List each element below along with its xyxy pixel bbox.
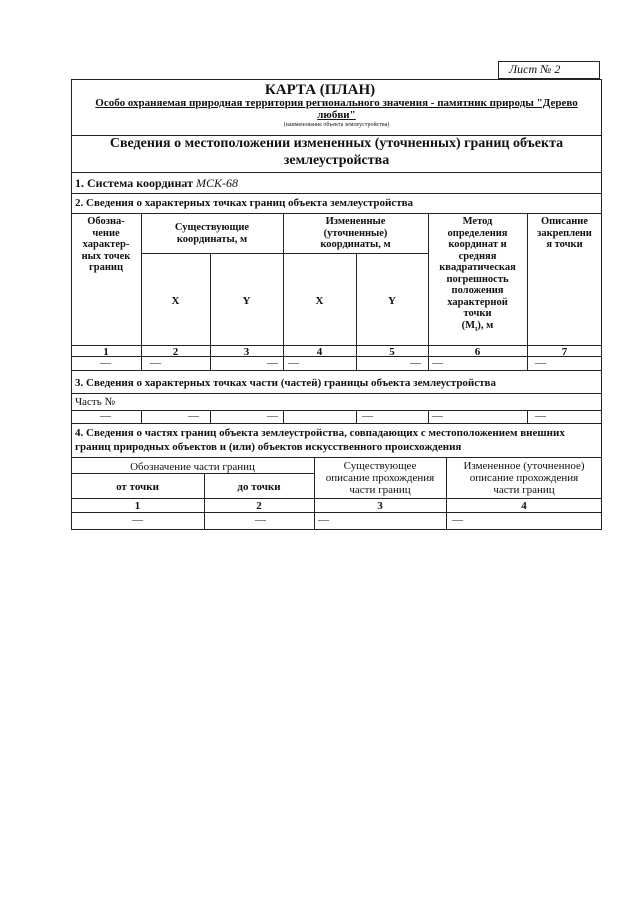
rule-section-title-bottom	[71, 172, 602, 173]
col-changed-description: Измененное (уточненное) описание прохождения части границ	[463, 460, 585, 497]
col-existing-description: Существующее описание прохождения части границ	[325, 460, 435, 497]
map-title: КАРТА (ПЛАН)	[264, 82, 376, 98]
table4-empty-cell: —	[452, 514, 463, 526]
rule-table2-row-bottom	[71, 370, 602, 371]
table2-empty-cell: —	[100, 357, 111, 369]
sheet-number: Лист № 2	[509, 62, 561, 76]
coordinate-system-label: 1. Система координат	[75, 176, 196, 190]
object-name-line2: любви"	[317, 109, 356, 121]
col-changed-coordinates: Измененные (уточненные) координаты, м	[320, 216, 391, 251]
table3-empty-cell: —	[362, 410, 373, 422]
rule-section1-bottom	[71, 193, 602, 194]
rule-section4-label-bottom	[71, 457, 602, 458]
col-existing-coordinates: Существующие координаты, м	[174, 222, 250, 245]
col-from-point: от точки	[116, 481, 159, 493]
table3-empty-cell: —	[100, 410, 111, 422]
part-number-label: Часть №	[75, 396, 115, 408]
table3-empty-cell: —	[535, 410, 546, 422]
col-method-accuracy: Метод определения координат и средняя квадратическая погрешность положения характерной точки $(M_t)$, м	[439, 216, 516, 334]
t4-col-number-2: 2	[256, 500, 262, 512]
col-number-5: 5	[389, 346, 395, 358]
table2-empty-cell: —	[535, 357, 546, 369]
col-number-7: 7	[561, 346, 568, 358]
section4-label-line2: границ природных объектов и (или) объектов искусственного происхождения	[75, 441, 462, 453]
table4-empty-cell: —	[255, 514, 266, 526]
section-title-line2: землеустройства	[283, 153, 390, 168]
rule-table4-header-bottom	[71, 498, 602, 499]
rule-table3-row-bottom	[71, 423, 602, 424]
rule-designation-bottom	[71, 473, 314, 474]
table4-empty-cell: —	[318, 514, 329, 526]
col-number-1: 1	[103, 346, 109, 358]
table2-empty-cell: —	[267, 357, 278, 369]
col-number-2: 2	[172, 346, 179, 358]
vrule-t3-5	[428, 410, 429, 423]
table2-empty-cell: —	[150, 357, 161, 369]
coordinate-system-row	[75, 177, 238, 189]
col-number-3: 3	[243, 346, 250, 358]
col-point-designation: Обозна- чение характер- ных точек границ	[81, 216, 131, 274]
col-number-6: 6	[474, 346, 481, 358]
vrule-t3-4	[356, 410, 357, 423]
col-changed-x: X	[315, 295, 324, 307]
col-existing-y: Y	[242, 295, 251, 307]
col-to-point: до точки	[237, 481, 281, 493]
table3-empty-cell: —	[188, 410, 199, 422]
rule-part-label-bottom	[71, 410, 602, 411]
table2-empty-cell: —	[410, 357, 421, 369]
object-name-line1: Особо охраняемая природная территория регионального значения - памятник природы "Дерево	[95, 97, 578, 109]
col-changed-y: Y	[388, 295, 396, 307]
vrule-t3-2	[210, 410, 211, 423]
section-title-line1: Сведения о местоположении измененных (уточненных) границ объекта	[109, 136, 564, 151]
section3-label: 3. Сведения о характерных точках части (частей) границы объекта землеустройства	[75, 377, 496, 389]
col-number-4: 4	[316, 346, 323, 358]
t4-col-number-4: 4	[521, 500, 527, 512]
table3-empty-cell: —	[432, 410, 443, 422]
t4-col-number-1: 1	[134, 500, 141, 512]
section4-label-line1: 4. Сведения о частях границ объекта землеустройства, совпадающих с местоположением внешних	[75, 427, 565, 439]
rule-section2-label-bottom	[71, 213, 602, 214]
t4-col-number-3: 3	[377, 500, 383, 512]
object-name-caption: (наименование объекта землеустройства)	[283, 122, 390, 128]
table3-empty-cell: —	[267, 410, 278, 422]
rule-coord-header	[141, 253, 428, 254]
col-boundary-part-designation: Обозначение части границ	[130, 461, 255, 473]
vrule-t3-1	[141, 410, 142, 423]
table2-empty-cell: —	[432, 357, 443, 369]
rule-section3-label-bottom	[71, 393, 602, 394]
section2-label: 2. Сведения о характерных точках границ объекта землеустройства	[75, 197, 414, 209]
col-point-description: Описание закреплени я точки	[537, 216, 592, 251]
col-existing-x: X	[171, 295, 180, 307]
table2-empty-cell: —	[288, 357, 299, 369]
table4-empty-cell: —	[132, 514, 143, 526]
vrule-t3-6	[527, 410, 528, 423]
vrule-t3-3	[283, 410, 284, 423]
rule-table4-numbers-bottom	[71, 512, 602, 513]
coordinate-system-value: МСК-68	[195, 176, 238, 190]
